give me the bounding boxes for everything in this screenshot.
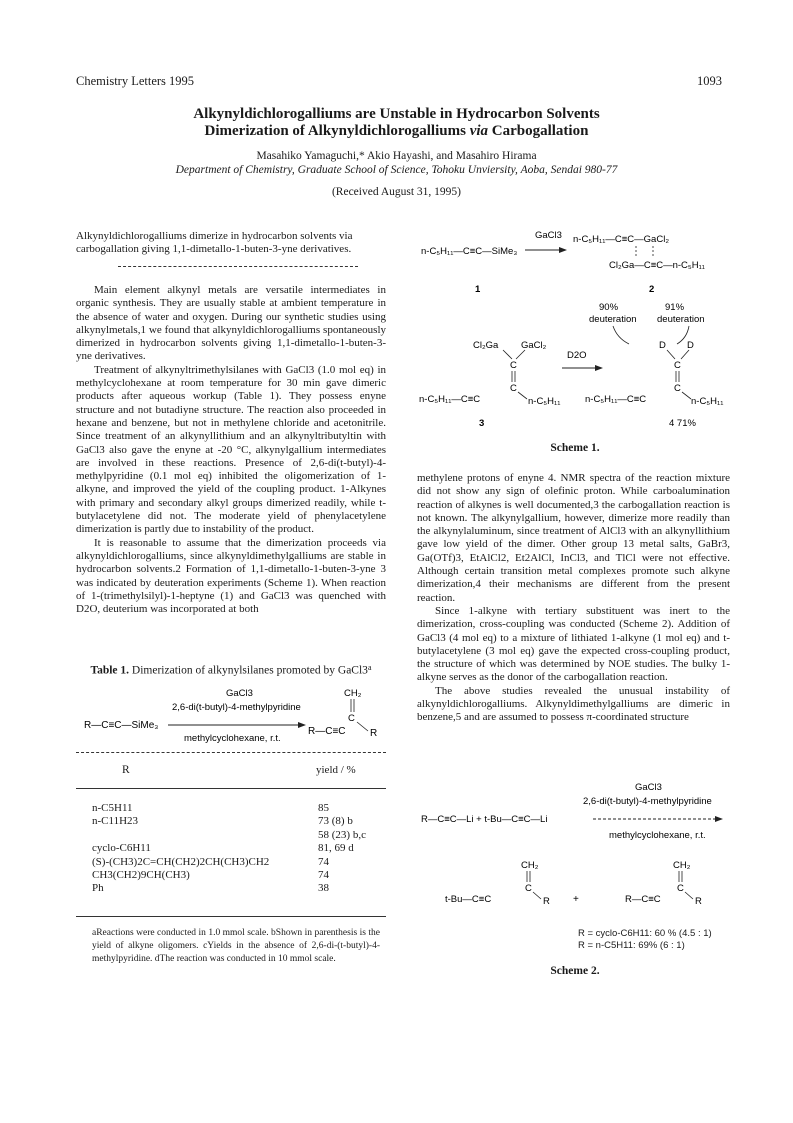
bond-3c <box>518 392 527 399</box>
cmpd3-c2: C <box>510 383 517 394</box>
table-cell-yield: 74 <box>318 855 329 868</box>
p2-tbu: R <box>695 896 702 907</box>
deut-1b: deuteration <box>589 314 637 325</box>
cmpd4-alkyne: n-C₅H₁₁—C≡C <box>585 394 647 405</box>
table-row <box>92 869 366 882</box>
table-cell-r: cyclo-C6H11 <box>92 842 151 855</box>
p2-ch2: CH₂ <box>673 860 691 871</box>
title-line-2 <box>0 123 793 140</box>
p2-alkyne: R—C≡C <box>625 894 661 905</box>
scheme1-arrow-2-head <box>595 365 603 371</box>
scheme1-svg <box>417 222 733 432</box>
bond-4b <box>681 350 689 359</box>
deut-arrow-1 <box>613 326 629 344</box>
reactant-r-alkyne: R—C≡C—SiMe₃ <box>84 720 159 731</box>
table-cell-r: n-C11H23 <box>92 815 139 828</box>
scheme2-solvent: methylcyclohexane, r.t. <box>609 830 706 841</box>
table1-label: Table 1. <box>90 664 130 677</box>
cmpd4-sub: n-C₅H₁₁ <box>691 396 724 407</box>
table1-footnote: aReactions were conducted in 1.0 mmol scale. bShown in parenthesis is the yield of alkyne oligomers. cYields in the absence of 2,6-di-(t-butyl)-4-methylpyridine. dThe reaction was conducted in 10 mmol scale. <box>92 928 380 964</box>
title-via: via <box>469 123 489 139</box>
table1-top-rule <box>76 752 386 753</box>
title-line-1: Alkynyldichlorogalliums are Unstable in Hydrocarbon Solvents <box>193 106 600 122</box>
product-ch2: CH₂ <box>344 688 362 699</box>
label-3: 3 <box>479 418 485 429</box>
table-row <box>92 882 366 895</box>
scheme1-caption: Scheme 1. <box>550 442 600 454</box>
table-cell-yield: 81, 69 d <box>318 842 354 855</box>
table-cell-yield: 58 (23) b,c <box>318 828 366 841</box>
journal-header: Chemistry Letters 1995 <box>76 74 195 88</box>
p1-alkyne: t-Bu—C≡C <box>445 894 492 905</box>
p1-c: C <box>525 883 532 894</box>
table-row <box>92 856 366 869</box>
p2-bond <box>685 892 693 899</box>
cmpd4-c1: C <box>674 360 681 371</box>
bond-3b <box>516 350 525 359</box>
table1-body <box>92 802 386 896</box>
table-cell-yield: 85 <box>318 802 329 814</box>
product-c: C <box>348 713 355 724</box>
table1-caption <box>76 663 386 677</box>
p1-r: R <box>543 896 550 907</box>
table-row <box>92 815 366 828</box>
p1-bond <box>533 892 541 899</box>
d2o-reagent: D2O <box>567 350 587 361</box>
table-cell-yield: 38 <box>318 882 329 895</box>
paragraph: methylene protons of enyne 4. NMR spectra of the reaction mixture did not show any sign of olefinic proton. While carboalumination reaction of alkynes is well documented,3 the carbogallation reaction is not known. The alkynylgallium, however, dimerize more readily than the alkynylaluminum, since treatment of AlCl3 with an alkynyllithium gave low yield of the dimer. Other group 13 metal salts, GaBr3, Ga(OTf)3, EtAlCl2, Et2AlCl, InCl3, and TlCl were not effective. Although certain transition metal complexes promote such alkyne dimerization,4 their mechanisms are different from the present reaction. <box>417 472 730 604</box>
table1-solvent: methylcyclohexane, r.t. <box>184 733 281 744</box>
authors: Masahiko Yamaguchi,* Akio Hayashi, and Masahiro Hirama <box>256 150 537 162</box>
table1-reagent1: GaCl3 <box>226 688 253 699</box>
scheme1-arrow-1-head <box>559 247 567 253</box>
abstract-line-2: carbogallation giving 1,1-dimetallo-1-buten-3-yne derivatives. <box>76 243 352 256</box>
title-line-2-pre: Dimerization of Alkynyldichlorogalliums <box>204 123 470 139</box>
bond-r <box>357 722 368 731</box>
paragraph: Main element alkynyl metals are versatile intermediates in organic synthesis. They are usually stable at ambient temperature in the absence of water and oxygen. During our synthetic studies using alkynylmetals,1 we found that alkynyldichlorogalliums spontaneously dimerized in hydrocarbon solvents giving 1,1-dimetallo-1-buten-3-yne derivatives. <box>76 284 386 363</box>
table-row <box>92 842 366 855</box>
scheme2-result-2: R = n-C5H11: 69% (6 : 1) <box>578 940 685 951</box>
page-number: 1093 <box>697 74 722 88</box>
table1-arrow-head <box>298 722 306 728</box>
scheme2-reactants: R—C≡C—Li + t-Bu—C≡C—Li <box>421 814 548 825</box>
dimer-top: n-C₅H₁₁—C≡C—GaCl₂ <box>573 234 670 245</box>
table1-reagent2: 2,6-di(t-butyl)-4-methylpyridine <box>172 702 301 713</box>
table-cell-r: Ph <box>92 882 104 895</box>
abstract-divider <box>118 266 358 267</box>
table1 <box>92 802 366 896</box>
p1-ch2: CH₂ <box>521 860 539 871</box>
body-right <box>417 472 730 725</box>
cmpd3-alkyne: n-C₅H₁₁—C≡C <box>419 394 481 405</box>
cmpd3-sub: n-C₅H₁₁ <box>528 396 561 407</box>
table-cell-r: n-C5H11 <box>92 802 133 814</box>
deut-1: 90% <box>599 302 619 313</box>
p2-c: C <box>677 883 684 894</box>
table-cell-yield: 74 <box>318 868 329 881</box>
body-left <box>76 284 386 616</box>
cmpd4-d-left: D <box>659 340 666 351</box>
bond-3a <box>503 350 512 359</box>
scheme2-arrow-head <box>715 816 723 822</box>
cmpd3-gacl2-left: Cl₂Ga <box>473 340 499 351</box>
scheme2-result-1: R = cyclo-C6H11: 60 % (4.5 : 1) <box>578 928 712 939</box>
plus-sign: + <box>573 894 579 905</box>
cmpd3-gacl2-right: GaCl₂ <box>521 340 547 351</box>
table1-header-yield: yield / % <box>316 764 356 776</box>
scheme2-reagent1: GaCl3 <box>635 782 662 793</box>
scheme2-reagent2: 2,6-di(t-butyl)-4-methylpyridine <box>583 796 712 807</box>
abstract <box>76 230 386 257</box>
table1-bottom-rule <box>76 916 386 917</box>
scheme1 <box>417 222 733 432</box>
deut-2b: deuteration <box>657 314 705 325</box>
table-cell-r: CH3(CH2)9CH(CH3) <box>92 868 190 881</box>
paragraph: It is reasonable to assume that the dimerization proceeds via alkynyldichlorogalliums, since alkynyldimethylgalliums are stable in hydrocarbon solvents.2 Formation of 1,1-dimetallo-1-buten-3-yne 3 was indicated by deuteration experiments (Scheme 1). When reaction of 1-(trimethylsilyl)-1-heptyne (1) and GaCl3 was quenched with D2O, deuterium was incorporated at both <box>76 536 386 616</box>
scheme2-caption: Scheme 2. <box>550 965 600 977</box>
label-1: 1 <box>475 284 481 295</box>
table1-reaction-svg <box>76 684 386 744</box>
table1-reaction <box>76 684 386 744</box>
table-row <box>92 829 366 842</box>
scheme1-reactant: n-C₅H₁₁—C≡C—SiMe₃ <box>421 246 518 257</box>
affiliation: Department of Chemistry, Graduate School of Science, Tohoku Unviersity, Aoba, Sendai 980-77 <box>175 164 618 176</box>
cmpd3-c1: C <box>510 360 517 371</box>
label-2: 2 <box>649 284 655 295</box>
title-line-2-post: Carbogallation <box>488 123 589 139</box>
paragraph: The above studies revealed the unusual instability of alkynyldichlorogalliums. Alkynyldimethylgalliums are dimeric in benzene,5 and are assumed to possess π-coordinated structure <box>417 684 730 724</box>
table1-title: Dimerization of alkynylsilanes promoted by GaCl3 <box>131 664 368 677</box>
product-r: R <box>370 728 378 739</box>
paragraph: Since 1-alkyne with tertiary substituent was inert to the dimerization, cross-coupling was conducted (Scheme 2). Addition of GaCl3 (4 mol eq) to a mixture of lithiated 1-alkyne (1 mol eq) and t-butylacetylene (3 mol eq) gave the expected cross-coupling product, the structure of which was determined by NOE studies. The bulky 1-alkyne serves as the donor of the carbogallation reaction. <box>417 604 730 684</box>
table-cell-r: (S)-(CH3)2C=CH(CH2)2CH(CH3)CH2 <box>92 855 270 868</box>
label-4: 4 71% <box>669 418 696 429</box>
table-row <box>92 802 366 815</box>
bond-4a <box>667 350 675 359</box>
scheme1-reagent: GaCl3 <box>535 230 562 241</box>
table-cell-yield: 73 (8) b <box>318 815 353 828</box>
cmpd4-c2: C <box>674 383 681 394</box>
dimer-bottom: Cl₂Ga—C≡C—n-C₅H₁₁ <box>609 260 706 271</box>
received-date: (Received August 31, 1995) <box>331 186 462 198</box>
table1-header-rule <box>76 788 386 789</box>
table1-header-r: R <box>122 764 130 776</box>
bond-4c <box>682 392 691 399</box>
cmpd4-d-right: D <box>687 340 694 351</box>
table-cell-r <box>92 829 318 842</box>
abstract-line-1: Alkynyldichlorogalliums dimerize in hydrocarbon solvents via <box>76 230 353 242</box>
table1-caption-mark: a <box>367 663 372 672</box>
paper-title <box>0 106 793 140</box>
product-enyne: R—C≡C <box>308 726 346 737</box>
paragraph: Treatment of alkynyltrimethylsilanes with GaCl3 (1.0 mol eq) in methylcyclohexane at room temperature for 30 min gave dimeric products after aqueous workup (Table 1). They possess enyne structure and not butadiyne structure. The reaction also proceeded in hexane and benzene, but not in methylene chloride and acetonitrile. Since treatment of an alkynyllithium and an alkynyltributyltin with GaCl3 also gave the enyne at -20 °C, alkynylgallium intermediates are involved in these reactions. Presence of 2,6-di(t-butyl)-4-methylpyridine (0.1 mol eq) inhibited the oligomerization of 1-alkyne, and improved the yield of the coupling product. 1-Alkynes with primary and secondary alkyl groups dimerized readily, while t-butylacetylene did not. The moderate yield of phenylacetylene dimerization is partly due to instability of the product. <box>76 363 386 536</box>
deut-2: 91% <box>665 302 685 313</box>
